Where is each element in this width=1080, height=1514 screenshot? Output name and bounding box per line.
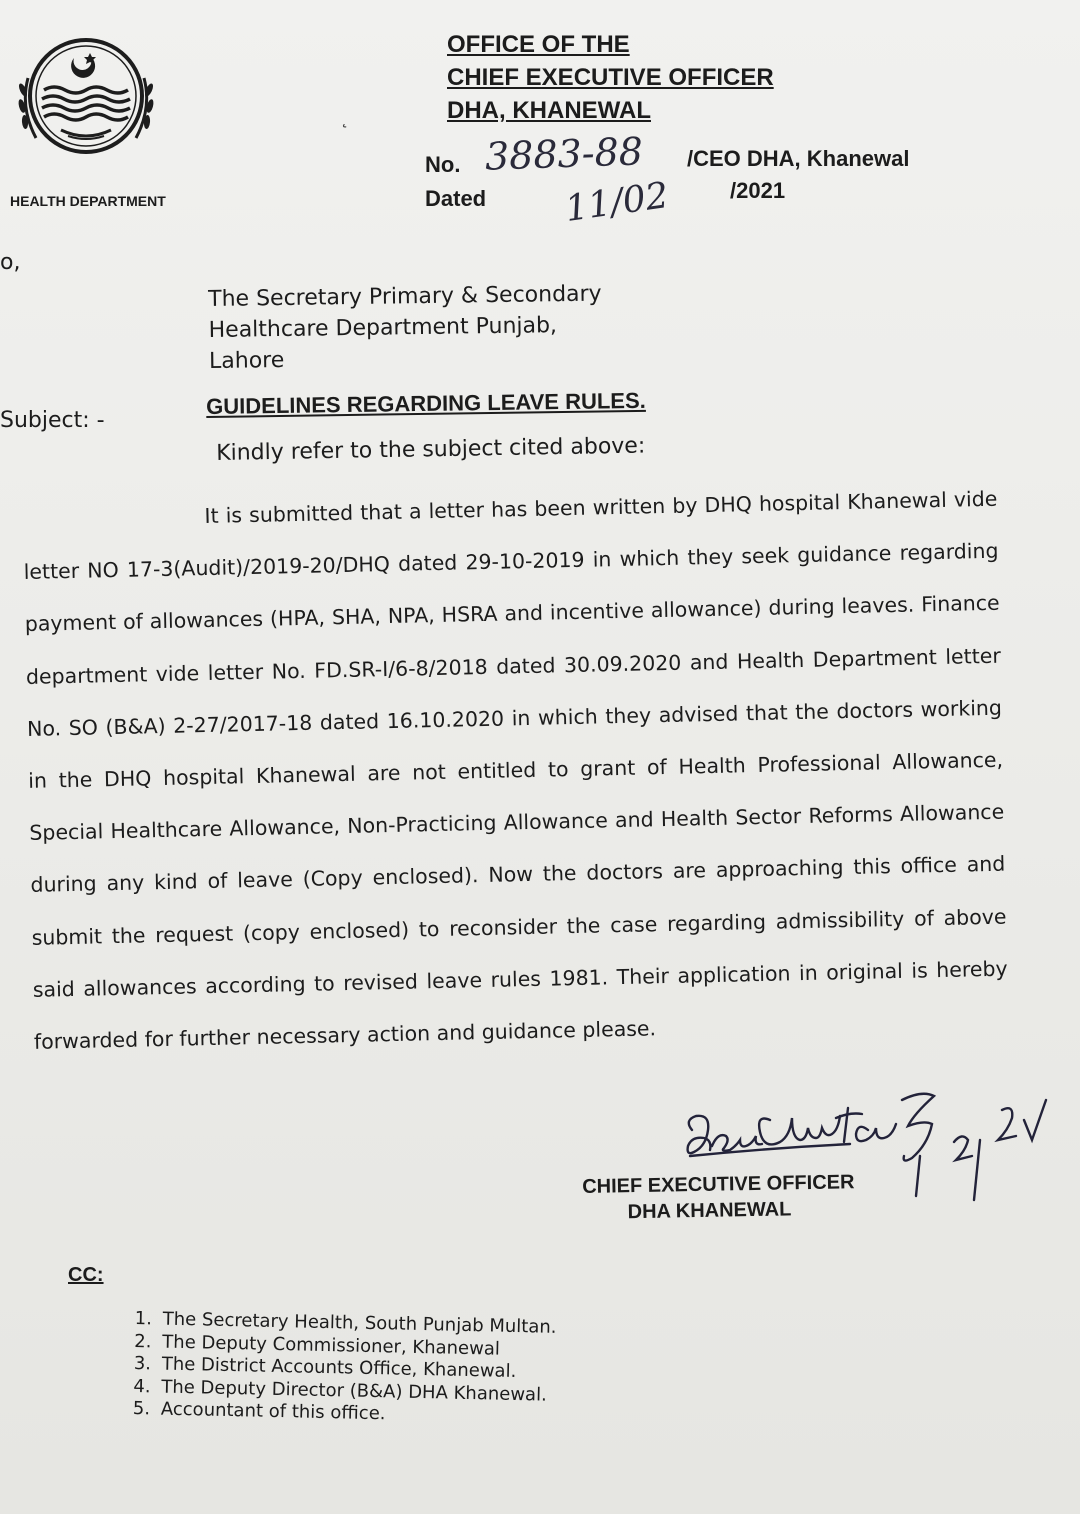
cc-item-number: 2. [134,1330,152,1352]
handwritten-reference-number: 3883-88 [484,129,644,179]
addressee-line-2: Healthcare Department Punjab, [208,313,558,343]
cc-item-text: The Deputy Commissioner, Khanewal [162,1331,501,1360]
reference-dated-label: Dated [425,186,487,211]
cc-item-text: The Deputy Director (B&A) DHA Khanewal. [161,1376,548,1406]
signatory-title: CHIEF EXECUTIVE OFFICER [582,1171,855,1198]
cc-item-number: 4. [133,1375,151,1397]
to-label-fragment: o, [0,250,21,275]
addressee-line-3: Lahore [208,347,285,374]
addressee-block [208,279,603,377]
cc-item-text: The Secretary Health, South Punjab Multan. [162,1308,557,1338]
subject-label: Subject: - [0,408,105,433]
reference-no-label: No. [425,152,461,177]
office-heading [447,28,774,127]
health-department-label: HEALTH DEPARTMENT [10,193,166,209]
signatory-block [582,1169,855,1226]
cc-item-text: Accountant of this office. [160,1398,386,1425]
letter-body [22,473,1009,1068]
reference-number-suffix: /CEO DHA, Khanewal [687,146,910,171]
cc-item-number: 5. [132,1397,151,1420]
office-heading-line-3: DHA, KHANEWAL [447,97,651,124]
subject-title: GUIDELINES REGARDING LEAVE RULES. [206,387,646,419]
punjab-government-seal-logo [6,18,166,178]
pen-mark: ˛ [340,108,349,129]
office-heading-line-1: OFFICE OF THE [447,31,630,58]
cc-label: CC: [68,1264,104,1286]
cc-item-number: 3. [133,1352,152,1375]
salutation: Kindly refer to the subject cited above: [216,433,646,466]
handwritten-date: 11/02 [562,174,672,231]
cc-item-text: The District Accounts Office, Khanewal. [161,1353,517,1382]
office-heading-line-2: CHIEF EXECUTIVE OFFICER [447,64,774,91]
body-paragraph: It is submitted that a letter has been written by DHQ hospital Khanewal vide letter NO 17-3(Audit)/2019-20/DHQ dated 29-10-2019 in which they seek guidance regarding payment of allowances (HPA, SHA, NPA, HSRA and incentive allowance) during leaves. Finance department vide letter No. FD.SR-I/6-8/2018 dated 30.09.2020 and Health Department letter No. SO (B&A) 2-27/2017-18 dated 16.10.2020 in which they advised that the doctors working in the DHQ hospital Khanewal are not entitled to grant of Health Professional Allowance, Special Healthcare Allowance, Non-Practicing Allowance and Health Sector Reforms Allowance during any kind of leave (Copy enclosed). Now the doctors are approaching this office and submit the request (copy enclosed) to reconsider the case regarding admissibility of above said allowances according to revised leave rules 1981. Their application in original is hereby forwarded for further necessary action and guidance please. [23,486,1008,1054]
cc-list [133,1308,557,1429]
addressee-line-1: The Secretary Primary & Secondary [208,281,602,312]
cc-item-number: 1. [134,1308,153,1330]
reference-year-suffix: /2021 [730,178,786,203]
signatory-office: DHA KHANEWAL [627,1198,792,1224]
